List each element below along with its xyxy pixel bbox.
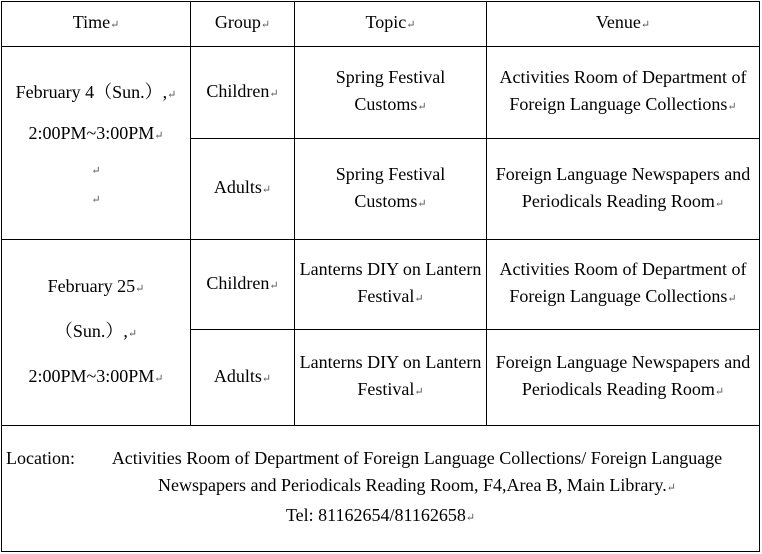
group-cell: Children↵ (191, 240, 295, 330)
footer-row (2, 426, 760, 552)
location-info (6, 445, 755, 502)
session-2-date-time: February 25↵ （Sun.）,↵ 2:00PM~3:00PM↵ (2, 240, 191, 426)
header-row (2, 2, 760, 47)
session-1-date-time: February 4（Sun.）,↵ 2:00PM~3:00PM↵ ↵ ↵ (2, 47, 191, 240)
header-venue: Venue↵ (487, 2, 760, 47)
header-group: Group↵ (191, 2, 295, 47)
venue-cell: Activities Room of Department of Foreign Language Collections↵ (487, 47, 760, 139)
topic-cell: Lanterns DIY on Lantern Festival↵ (295, 240, 487, 330)
venue-cell: Foreign Language Newspapers and Periodicals Reading Room↵ (487, 139, 760, 240)
venue-cell: Activities Room of Department of Foreign Language Collections↵ (487, 240, 760, 330)
group-cell: Adults↵ (191, 330, 295, 426)
location-label: Location: (6, 448, 75, 468)
schedule-table (1, 1, 760, 552)
location-text: Activities Room of Department of Foreign Language Collections/ Foreign Language Newspapers and Periodicals Reading Room, F4,Area B, Main Library.↵ (111, 448, 723, 495)
table-row (2, 240, 760, 330)
telephone-info: Tel: 81162654/81162658↵ (285, 505, 476, 525)
group-cell: Children↵ (191, 47, 295, 139)
header-topic: Topic↵ (295, 2, 487, 47)
table-row (2, 47, 760, 139)
footer-cell (2, 426, 760, 552)
venue-cell: Foreign Language Newspapers and Periodicals Reading Room↵ (487, 330, 760, 426)
topic-cell: Spring Festival Customs↵ (295, 139, 487, 240)
header-time: Time↵ (2, 2, 191, 47)
group-cell: Adults↵ (191, 139, 295, 240)
topic-cell: Spring Festival Customs↵ (295, 47, 487, 139)
topic-cell: Lanterns DIY on Lantern Festival↵ (295, 330, 487, 426)
